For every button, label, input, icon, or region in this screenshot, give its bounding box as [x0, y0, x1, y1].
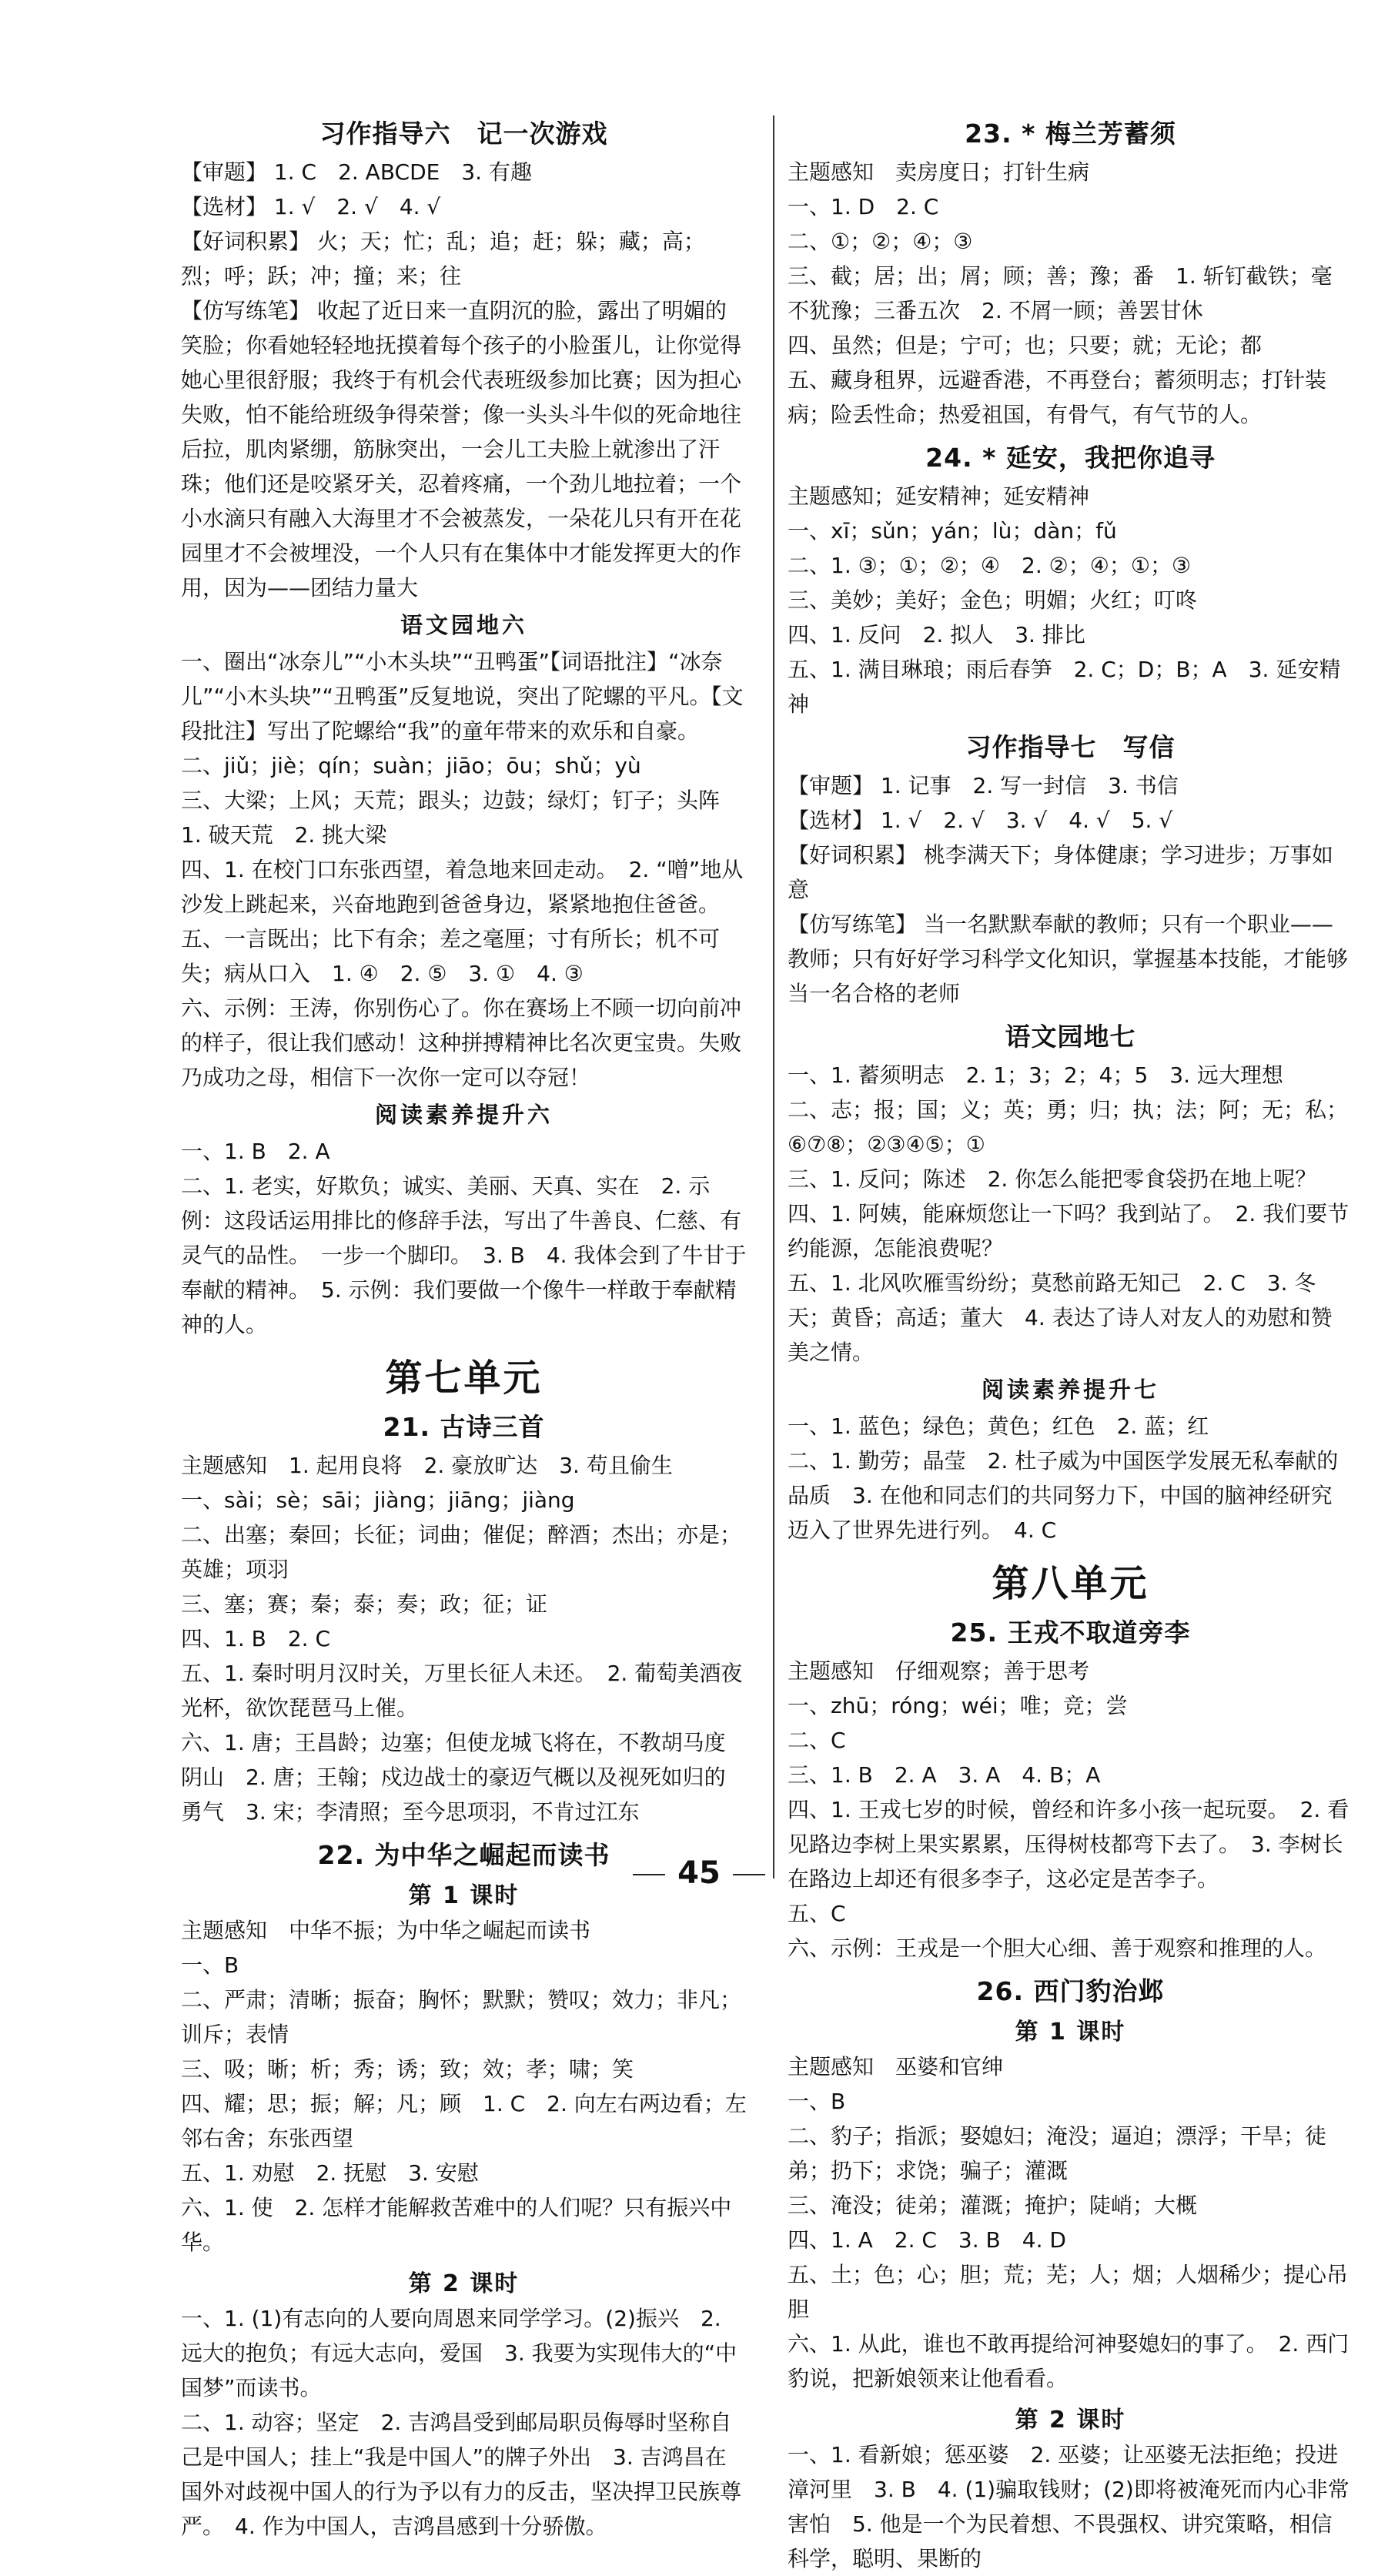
answer-line: 三、塞；赛；秦；泰；奏；政；征；证 [181, 1591, 548, 1617]
answer-line: 一、zhū；róng；wéi；唯；竞；尝 [788, 1693, 1128, 1718]
answer-line: 二、jiǔ；jiè；qín；suàn；jiāo；ōu；shǔ；yù [181, 753, 641, 778]
answer-line: 【仿写练笔】 收起了近日来一直阴沉的脸，露出了明媚的笑脸；你看她轻轻地抚摸着每个孩子的小脸蛋儿，让你觉得她心里很舒服；我终于有机会代表班级参加比赛；因为担心失败，怕不能给班级争得荣誉；像一头头斗牛似的死命地往后拉，肌肉紧绷，筋脉突出，一会儿工夫脸上就渗出了汗珠；他们还是咬紧牙关，忍着疼痛，一个劲儿地拉着；一个小水滴只有融入大海里才不会被蒸发，一朵花儿只有开在花园里才不会被埋没，一个人只有在集体中才能发挥更大的作用，因为——团结力量大 [181, 298, 742, 601]
unit-heading: 第七单元 [385, 1357, 543, 1400]
answer-line: 【好词积累】 桃李满天下；身体健康；学习进步；万事如意 [788, 842, 1333, 902]
answer-line: 一、1. 蓄须明志 2. 1；3；2；4；5 3. 远大理想 [788, 1062, 1283, 1088]
answer-line: 四、虽然；但是；宁可；也；只要；就；无论；都 [788, 333, 1263, 358]
answer-line: 三、1. B 2. A 3. A 4. B；A [788, 1762, 1101, 1788]
answer-line: 四、耀；思；振；解；凡；顾 1. C 2. 向左右两边看；左邻右舍；东张西望 [181, 2091, 747, 2151]
answer-line: 一、xī；sǔn；yán；lù；dàn；fǔ [788, 518, 1117, 544]
answer-line: 六、1. 使 2. 怎样才能解救苦难中的人们呢？只有振兴中华。 [181, 2195, 732, 2255]
section-title: 22. 为中华之崛起而读书 [317, 1840, 610, 1870]
answer-line: 一、1. B 2. A [181, 1139, 330, 1164]
section-heading: 阅读素养提升七 [981, 1377, 1159, 1403]
section-title: 25. 王戎不取道旁李 [950, 1618, 1191, 1648]
section-title: 26. 西门豹治邺 [976, 1976, 1165, 2006]
answer-line: 四、1. 阿姨，能麻烦您让一下吗？我到站了。 2. 我们要节约能源，怎能浪费呢？ [788, 1201, 1350, 1261]
answer-line: 五、一言既出；比下有余；差之毫厘；寸有所长；机不可失；病从口入 1. ④ 2. ⑤ 3. ① 4. ③ [181, 926, 721, 986]
answer-line: 一、1. (1)有志向的人要向周恩来同学学习。(2)振兴 2. 远大的抱负；有远大志向，爱国 3. 我要为实现伟大的“中国梦”而读书。 [181, 2306, 737, 2400]
answer-line: 三、截；居；出；屑；顾；善；豫；番 1. 斩钉截铁；毫不犹豫；三番五次 2. 不屑一顾；善罢甘休 [788, 263, 1333, 323]
answer-line: 主题感知 1. 起用良将 2. 豪放旷达 3. 苟且偷生 [181, 1453, 673, 1478]
answer-line: 【选材】 1. √ 2. √ 3. √ 4. √ 5. √ [788, 808, 1173, 833]
answer-line: 主题感知 巫婆和官绅 [788, 2054, 1004, 2079]
answer-line: 主题感知 仔细观察；善于思考 [788, 1658, 1090, 1684]
answer-line: 二、豹子；指派；娶媳妇；淹没；逼迫；漂浮；干旱；徒弟；扔下；求饶；骗子；灌溉 [788, 2123, 1327, 2183]
answer-line: 五、1. 秦时明月汉时关，万里长征人未还。 2. 葡萄美酒夜光杯，欲饮琵琶马上催。 [181, 1661, 743, 1721]
answer-line: 【审题】 1. 记事 2. 写一封信 3. 书信 [788, 773, 1179, 798]
page-number-footer [0, 1855, 1398, 1891]
answer-line: 二、1. 动容；坚定 2. 吉鸿昌受到邮局职员侮辱时坚称自己是中国人；挂上“我是中国人”的牌子外出 3. 吉鸿昌在国外对歧视中国人的行为予以有力的反击，坚决捍卫民族尊严。 4. 作为中国人，吉鸿昌感到十分骄傲。 [181, 2410, 742, 2539]
section-heading: 阅读素养提升六 [374, 1102, 553, 1128]
answer-line: 一、1. 蓝色；绿色；黄色；红色 2. 蓝；红 [788, 1413, 1209, 1439]
answer-line: 【好词积累】 火；天；忙；乱；追；赶；躲；藏；高；烈；呼；跃；冲；撞；来；往 [181, 229, 705, 289]
answer-line: 六、示例：王涛，你别伤心了。你在赛场上不顾一切向前冲的样子，很让我们感动！这种拼搏精神比名次更宝贵。失败乃成功之母，相信下一次你一定可以夺冠！ [181, 995, 742, 1090]
section-heading: 语文园地六 [400, 612, 527, 638]
answer-line: 【审题】 1. C 2. ABCDE 3. 有趣 [181, 159, 532, 185]
answer-line: 二、严肃；清晰；振奋；胸怀；默默；赞叹；效力；非凡；训斥；表情 [181, 1987, 742, 2047]
answer-line: 四、1. 反问 2. 拟人 3. 排比 [788, 622, 1085, 647]
lesson-subtitle: 第 2 课时 [1015, 2407, 1126, 2434]
section-title: 习作指导七 写信 [965, 732, 1176, 762]
answer-line: 主题感知 卖房度日；打针生病 [788, 159, 1090, 185]
answer-line: 四、1. A 2. C 3. B 4. D [788, 2227, 1066, 2253]
answer-line: 【选材】 1. √ 2. √ 4. √ [181, 194, 441, 219]
answer-line: 二、1. 老实，好欺负；诚实、美丽、天真、实在 2. 示例：这段话运用排比的修辞手法，写出了牛善良、仁慈、有灵气的品性。 一步一个脚印。 3. B 4. 我体会到了牛甘于奉献的精神。 5. 示例：我们要做一个像牛一样敢于奉献精神的人。 [181, 1173, 747, 1337]
answer-line: 五、C [788, 1901, 846, 1926]
answer-line: 一、B [181, 1952, 239, 1978]
answer-line: 六、1. 唐；王昌龄；边塞；但使龙城飞将在，不教胡马度阴山 2. 唐；王翰；戍边战士的豪迈气概以及视死如归的勇气 3. 宋；李清照；至今思项羽，不肯过江东 [181, 1730, 726, 1825]
answer-line: 二、1. ③；①；②；④ 2. ②；④；①；③ [788, 553, 1192, 578]
answer-line: 五、1. 北风吹雁雪纷纷；莫愁前路无知己 2. C 3. 冬天；黄昏；高适；董大 4. 表达了诗人对友人的劝慰和赞美之情。 [788, 1270, 1333, 1365]
answer-line: 六、示例：王戎是一个胆大心细、善于观察和推理的人。 [788, 1935, 1327, 1961]
section-title: 23. * 梅兰芳蓄须 [965, 119, 1176, 149]
answer-line: 五、藏身租界，远避香港，不再登台；蓄须明志；打针装病；险丢性命；热爱祖国，有骨气，有气节的人。 [788, 367, 1327, 427]
answer-line: 四、1. 在校门口东张西望，着急地来回走动。 2. “噌”地从沙发上跳起来，兴奋地跑到爸爸身边，紧紧地抱住爸爸。 [181, 857, 744, 917]
section-title: 习作指导六 记一次游戏 [319, 119, 608, 149]
answer-line: 五、土；色；心；胆；荒；芜；人；烟；人烟稀少；提心吊胆 [788, 2262, 1349, 2322]
answer-line: 二、出塞；秦回；长征；词曲；催促；醉酒；杰出；亦是；英雄；项羽 [181, 1522, 742, 1582]
answer-line: 三、美妙；美好；金色；明媚；火红；叮咚 [788, 587, 1198, 613]
answer-line: 二、志；报；国；义；英；勇；归；执；法；阿；无；私；⑥⑦⑧；②③④⑤；① [788, 1097, 1349, 1157]
answer-line: 三、大梁；上风；天荒；跟头；边鼓；绿灯；钉子；头阵 1. 破天荒 2. 挑大梁 [181, 788, 742, 848]
answer-line: 【仿写练笔】 当一名默默奉献的教师；只有一个职业——教师；只有好好学习科学文化知识，掌握基本技能，才能够当一名合格的老师 [788, 912, 1349, 1006]
answer-line: 五、1. 满目琳琅；雨后春笋 2. C；D；B；A 3. 延安精神 [788, 657, 1341, 717]
answer-line: 二、C [788, 1728, 846, 1753]
answer-line: 六、1. 从此，谁也不敢再提给河神娶媳妇的事了。 2. 西门豹说，把新娘领来让他看看。 [788, 2331, 1350, 2391]
answer-line: 一、圈出“冰奈儿”“小木头块”“丑鸭蛋”【词语批注】“冰奈儿”“小木头块”“丑鸭蛋”反复地说，突出了陀螺的平凡。【文段批注】写出了陀螺给“我”的童年带来的欢乐和自豪。 [181, 649, 744, 744]
column-divider [773, 115, 774, 1878]
answer-line: 一、1. D 2. C [788, 194, 939, 219]
lesson-subtitle: 第 2 课时 [408, 2270, 520, 2297]
right-column [788, 108, 1353, 2576]
lesson-subtitle: 第 1 课时 [408, 1882, 520, 1909]
answer-line: 一、1. 看新娘；惩巫婆 2. 巫婆；让巫婆无法拒绝；投进漳河里 3. B 4. (1)骗取钱财；(2)即将被淹死而内心非常害怕 5. 他是一个为民着想、不畏强权、讲究策略，相信科学，聪明、果断的 [788, 2442, 1350, 2571]
answer-line: 主题感知 中华不振；为中华之崛起而读书 [181, 1918, 591, 1943]
lesson-subtitle: 第 1 课时 [1015, 2019, 1126, 2046]
answer-line: 二、①；②；④；③ [788, 229, 973, 254]
answer-line: 一、sài；sè；sāi；jiàng；jiāng；jiàng [181, 1487, 575, 1513]
footer-dash-left [633, 1874, 665, 1875]
section-title: 语文园地七 [1005, 1022, 1136, 1052]
page-number: 45 [677, 1855, 721, 1891]
answer-line: 五、1. 劝慰 2. 抚慰 3. 安慰 [181, 2160, 479, 2186]
left-column [181, 108, 747, 2544]
answer-line: 三、吸；晰；析；秀；诱；致；效；孝；啸；笑 [181, 2056, 634, 2082]
answer-line: 三、淹没；徒弟；灌溉；掩护；陡峭；大概 [788, 2193, 1198, 2218]
section-title: 21. 古诗三首 [383, 1412, 545, 1442]
answer-line: 三、1. 反问；陈述 2. 你怎么能把零食袋扔在地上呢？ [788, 1166, 1317, 1192]
answer-line: 一、B [788, 2089, 846, 2114]
footer-dash-right [733, 1874, 765, 1875]
section-title: 24. * 延安，我把你追寻 [925, 443, 1216, 473]
answer-line: 四、1. B 2. C [181, 1626, 330, 1651]
answer-line: 四、1. 王戎七岁的时候，曾经和许多小孩一起玩耍。 2. 看见路边李树上果实累累，压得树枝都弯下去了。 3. 李树长在路边上却还有很多李子，这必定是苦李子。 [788, 1797, 1350, 1892]
answer-line: 二、1. 勤劳；晶莹 2. 杜子威为中国医学发展无私奉献的品质 3. 在他和同志们的共同努力下，中国的脑神经研究迈入了世界先进行列。 4. C [788, 1448, 1339, 1543]
answer-line: 主题感知；延安精神；延安精神 [788, 483, 1090, 509]
unit-heading: 第八单元 [992, 1562, 1149, 1605]
